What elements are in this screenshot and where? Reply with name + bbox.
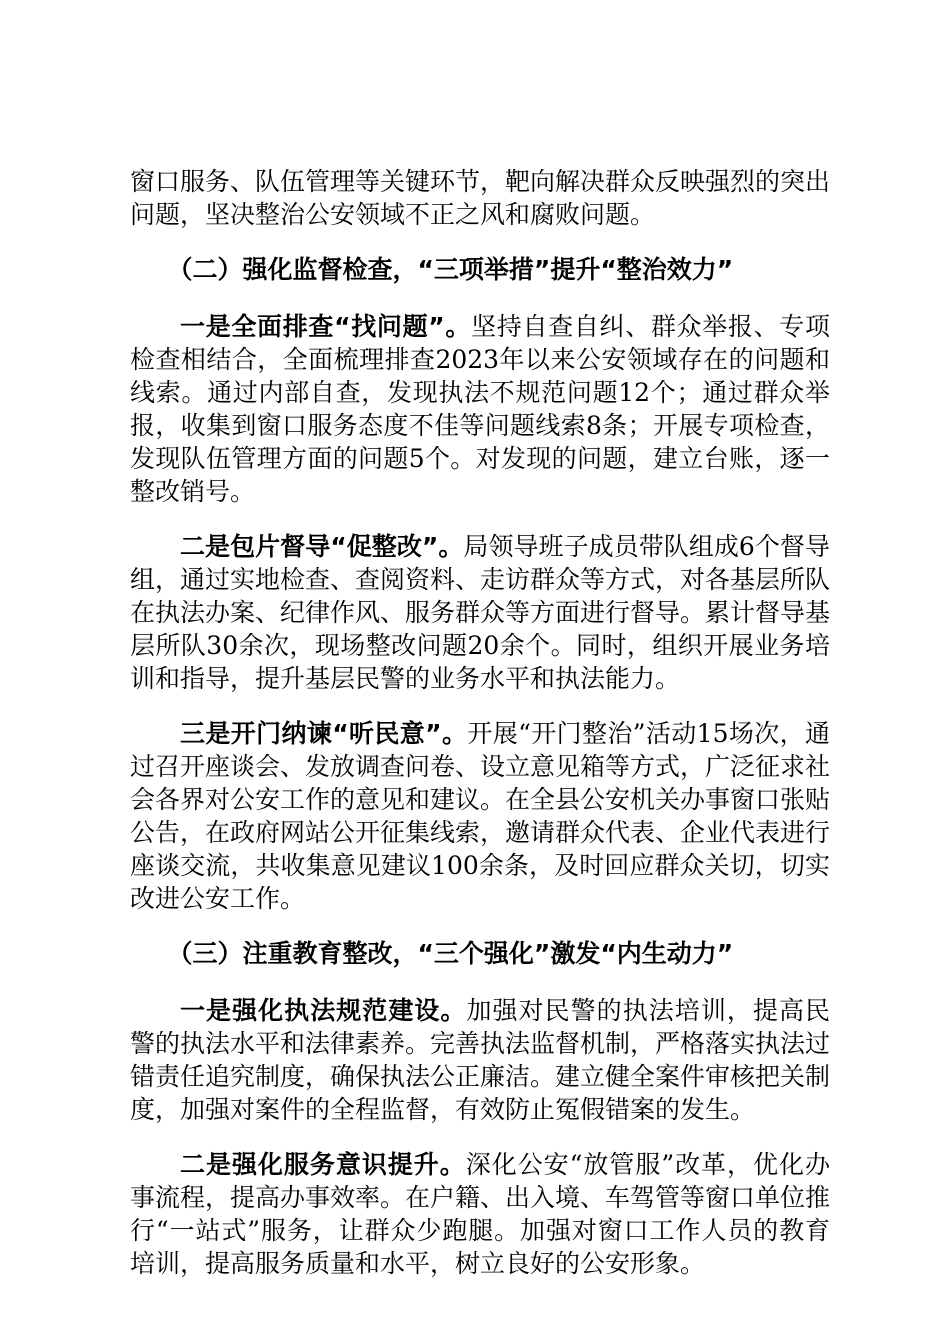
paragraph-lead: 一是强化执法规范建设。 <box>180 996 467 1025</box>
paragraph-text: 窗口服务、队伍管理等关键环节，靶向解决群众反映强烈的突出问题，坚决整治公安领域不正之风和腐败问题。 <box>130 167 831 229</box>
paragraph-continuation <box>130 165 830 231</box>
paragraph-lead: 三是开门纳谏“听民意”。 <box>180 719 468 748</box>
paragraph-lead: 二是包片督导“促整改”。 <box>180 532 464 561</box>
document-page <box>130 165 830 1302</box>
paragraph-text: 开展“开门整治”活动15场次，通过召开座谈会、发放调查问卷、设立意见箱等方式，广泛征求社会各界对公安工作的意见和建议。在全县公安机关办事窗口张贴公告，在政府网站公开征集线索，邀请群众代表、企业代表进行座谈交流，共收集意见建议100余条，及时回应群众关切，切实改进公安工作。 <box>130 719 831 913</box>
paragraph-law-enforcement <box>130 994 830 1126</box>
paragraph-investigation <box>130 310 830 508</box>
paragraph-service-awareness <box>130 1148 830 1280</box>
paragraph-text: 加强对民警的执法培训，提高民警的执法水平和法律素养。完善执法监督机制，严格落实执法过错责任追究制度，确保执法公正廉洁。建立健全案件审核把关制度，加强对案件的全程监督，有效防止冤假错案的发生。 <box>130 996 831 1124</box>
paragraph-text: 坚持自查自纠、群众举报、专项检查相结合，全面梳理排查2023年以来公安领域存在的问题和线索。通过内部自查，发现执法不规范问题12个；通过群众举报，收集到窗口服务态度不佳等问题线索8条；开展专项检查，发现队伍管理方面的问题5个。对发现的问题，建立台账，逐一整改销号。 <box>130 312 830 506</box>
paragraph-lead: 二是强化服务意识提升。 <box>180 1150 466 1179</box>
paragraph-public-opinion <box>130 717 830 915</box>
paragraph-supervision <box>130 530 830 695</box>
section-heading-3: （三）注重教育整改，“三个强化”激发“内生动力” <box>167 939 734 968</box>
paragraph-text: 深化公安“放管服”改革，优化办事流程，提高办事效率。在户籍、出入境、车驾管等窗口单位推行“一站式”服务，让群众少跑腿。加强对窗口工作人员的教育培训，提高服务质量和水平，树立良好的公安形象。 <box>130 1150 831 1278</box>
section-heading-2: （二）强化监督检查，“三项举措”提升“整治效力” <box>167 255 734 284</box>
paragraph-text: 局领导班子成员带队组成6个督导组，通过实地检查、查阅资料、走访群众等方式，对各基层所队在执法办案、纪律作风、服务群众等方面进行督导。累计督导基层所队30余次，现场整改问题20余个。同时，组织开展业务培训和指导，提升基层民警的业务水平和执法能力。 <box>130 532 831 693</box>
paragraph-lead: 一是全面排查“找问题”。 <box>180 312 472 341</box>
